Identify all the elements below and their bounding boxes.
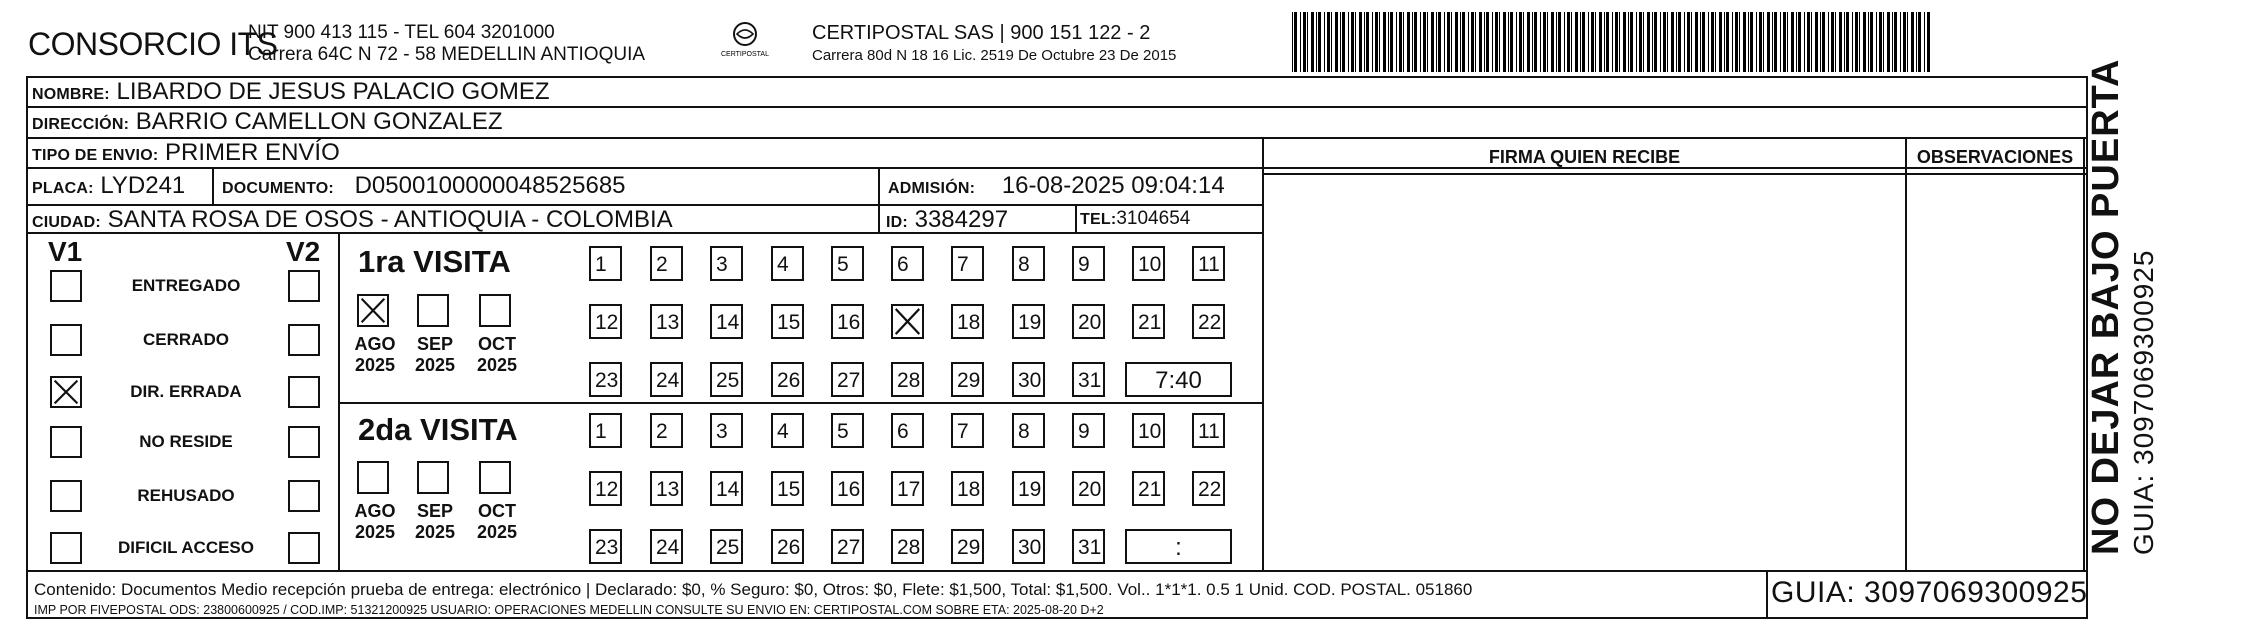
second-visit-day-box[interactable]: 21: [1132, 471, 1165, 506]
status-label: CERRADO: [143, 330, 229, 349]
status-label: NO RESIDE: [139, 432, 233, 451]
v2-checkbox[interactable]: [288, 376, 320, 408]
documento-value: D0500100000048525685: [354, 172, 626, 199]
v2-checkbox[interactable]: [288, 426, 320, 458]
admision-row: [888, 172, 1225, 200]
second-visit-day-box[interactable]: 24: [650, 529, 683, 564]
placa-row: [32, 172, 185, 200]
ciudad-row: [32, 206, 673, 234]
first-visit-month-checkbox[interactable]: [357, 294, 389, 327]
v1-checkbox[interactable]: [50, 324, 82, 356]
direccion-value: BARRIO CAMELLON GONZALEZ: [135, 108, 503, 135]
second-visit-day-box[interactable]: 11: [1192, 413, 1225, 448]
v1-checkbox[interactable]: [50, 376, 82, 408]
v1-checkbox[interactable]: [50, 270, 82, 302]
first-visit-day-box[interactable]: 9: [1072, 246, 1105, 281]
month-year: 2025: [354, 355, 396, 375]
documento-row: [222, 172, 626, 200]
tel-label: TEL:: [1080, 211, 1117, 228]
first-visit-time-box[interactable]: 7:40: [1125, 362, 1232, 397]
tel-row: [1080, 208, 1190, 230]
tipo-envio-label: TIPO DE ENVIO:: [32, 147, 159, 164]
second-visit-day-box[interactable]: 4: [771, 413, 804, 448]
guia-number: GUIA: 3097069300925: [1771, 576, 2088, 609]
first-visit-month-label: [345, 334, 405, 376]
first-visit-day-box[interactable]: 1: [589, 246, 622, 281]
first-visit-day-box[interactable]: 13: [650, 304, 683, 339]
second-visit-day-box[interactable]: 23: [589, 529, 622, 564]
first-visit-day-box[interactable]: 23: [589, 362, 622, 397]
second-visit-day-box[interactable]: 1: [589, 413, 622, 448]
first-visit-day-box[interactable]: 5: [831, 246, 864, 281]
v2-checkbox[interactable]: [288, 532, 320, 564]
month-name: OCT: [478, 501, 516, 521]
second-visit-day-box[interactable]: 3: [710, 413, 743, 448]
second-visit-day-box[interactable]: 13: [650, 471, 683, 506]
id-label: ID:: [886, 214, 908, 231]
placa-value: LYD241: [100, 172, 186, 199]
first-visit-day-box[interactable]: 28: [891, 362, 924, 397]
v2-header: V2: [286, 236, 321, 267]
second-visit-day-box[interactable]: 8: [1012, 413, 1045, 448]
first-visit-day-box[interactable]: 2: [650, 246, 683, 281]
second-visit-day-box[interactable]: 9: [1072, 413, 1105, 448]
contenido-line: Contenido: Documentos Medio recepción prueba de entrega: electrónico | Declarado: $0, % Seguro: $0, Otros: $0, Flete: $1,500, Total: $1,500. Vol.. 1*1*1. 0.5 1 Unid. COD. POSTAL. 051860: [34, 580, 1473, 599]
month-year: 2025: [476, 522, 518, 542]
second-visit-day-box[interactable]: 16: [831, 471, 864, 506]
id-value: 3384297: [914, 206, 1009, 233]
second-visit-day-box[interactable]: 26: [771, 529, 804, 564]
nombre-value: LIBARDO DE JESUS PALACIO GOMEZ: [116, 78, 550, 105]
second-visit-time-box[interactable]: :: [1125, 529, 1232, 564]
certipostal-logo: [715, 16, 775, 64]
month-name: AGO: [354, 501, 396, 521]
ciudad-value: SANTA ROSA DE OSOS - ANTIOQUIA - COLOMBIA: [107, 206, 673, 233]
first-visit-day-box[interactable]: 12: [589, 304, 622, 339]
company-nit: NIT 900 413 115 - TEL 604 3201000: [248, 22, 555, 43]
month-year: 2025: [354, 522, 396, 542]
firma-header: FIRMA QUIEN RECIBE: [1488, 147, 1681, 167]
v1-checkbox[interactable]: [50, 426, 82, 458]
second-visit-day-box[interactable]: 15: [771, 471, 804, 506]
second-visit-day-box[interactable]: 28: [891, 529, 924, 564]
first-visit-day-box[interactable]: 27: [831, 362, 864, 397]
first-visit-month-label: [405, 334, 465, 376]
nombre-row: [32, 78, 550, 106]
first-visit-day-box[interactable]: 7: [951, 246, 984, 281]
company-address: Carrera 64C N 72 - 58 MEDELLIN ANTIOQUIA: [248, 44, 646, 65]
second-visit-day-box[interactable]: 19: [1012, 471, 1045, 506]
month-name: AGO: [354, 334, 396, 354]
second-visit-month-label: [467, 501, 527, 543]
second-visit-month-checkbox[interactable]: [417, 461, 449, 494]
month-year: 2025: [414, 355, 456, 375]
first-visit-day-box[interactable]: 25: [710, 362, 743, 397]
second-visit-day-box[interactable]: 25: [710, 529, 743, 564]
second-visit-day-box[interactable]: 14: [710, 471, 743, 506]
v1-checkbox[interactable]: [50, 532, 82, 564]
second-visit-day-box[interactable]: 12: [589, 471, 622, 506]
documento-label: DOCUMENTO:: [222, 180, 334, 197]
second-visit-day-box[interactable]: 10: [1132, 413, 1165, 448]
second-visit-month-checkbox[interactable]: [479, 461, 511, 494]
first-visit-day-box[interactable]: 21: [1132, 304, 1165, 339]
first-visit-day-box[interactable]: 22: [1192, 304, 1225, 339]
company-name: CONSORCIO ITS: [28, 26, 278, 62]
second-visit-day-box[interactable]: 27: [831, 529, 864, 564]
side-guia: GUIA: 3097069300925: [2128, 249, 2159, 555]
month-name: SEP: [416, 501, 454, 521]
first-visit-day-box[interactable]: 3: [710, 246, 743, 281]
first-visit-day-box[interactable]: 31: [1072, 362, 1105, 397]
first-visit-day-box[interactable]: 19: [1012, 304, 1045, 339]
v1-checkbox[interactable]: [50, 480, 82, 512]
second-visit-day-box[interactable]: 20: [1072, 471, 1105, 506]
status-label: DIFICIL ACCESO: [117, 538, 254, 557]
admision-label: ADMISIÓN:: [888, 180, 976, 197]
first-visit-day-box[interactable]: 20: [1072, 304, 1105, 339]
v2-checkbox[interactable]: [288, 480, 320, 512]
admision-value: 16-08-2025 09:04:14: [1001, 172, 1225, 199]
month-name: SEP: [416, 334, 454, 354]
ciudad-label: CIUDAD:: [32, 214, 101, 231]
tipo-envio-value: PRIMER ENVÍO: [165, 139, 340, 166]
tipo-envio-row: [32, 139, 340, 167]
placa-label: PLACA:: [32, 180, 94, 197]
second-visit-month-label: [345, 501, 405, 543]
first-visit-day-box[interactable]: 15: [771, 304, 804, 339]
v1-header: V1: [48, 236, 83, 267]
first-visit-day-box[interactable]: 24: [650, 362, 683, 397]
v2-checkbox[interactable]: [288, 324, 320, 356]
status-label: REHUSADO: [137, 486, 235, 505]
second-visit-day-box[interactable]: 31: [1072, 529, 1105, 564]
warning-text: NO DEJAR BAJO PUERTA: [2085, 58, 2127, 555]
first-visit-day-box[interactable]: 26: [771, 362, 804, 397]
first-visit-title: 1ra VISITA: [358, 244, 511, 279]
first-visit-day-box[interactable]: 6: [891, 246, 924, 281]
first-visit-month-label: [467, 334, 527, 376]
nombre-label: NOMBRE:: [32, 86, 110, 103]
month-year: 2025: [414, 522, 456, 542]
observaciones-header: OBSERVACIONES: [1916, 147, 2074, 167]
first-visit-day-box[interactable]: 4: [771, 246, 804, 281]
second-visit-day-box[interactable]: 30: [1012, 529, 1045, 564]
second-visit-title: 2da VISITA: [358, 412, 518, 447]
second-visit-day-box[interactable]: 29: [951, 529, 984, 564]
first-visit-day-box[interactable]: [891, 304, 924, 339]
status-label: ENTREGADO: [131, 276, 241, 295]
second-visit-day-box[interactable]: 17: [891, 471, 924, 506]
first-visit-day-box[interactable]: 10: [1132, 246, 1165, 281]
first-visit-month-checkbox[interactable]: [417, 294, 449, 327]
second-visit-month-checkbox[interactable]: [357, 461, 389, 494]
second-visit-day-box[interactable]: 22: [1192, 471, 1225, 506]
month-name: OCT: [478, 334, 516, 354]
first-visit-day-box[interactable]: 29: [951, 362, 984, 397]
barcode: [1292, 12, 1932, 72]
first-visit-month-checkbox[interactable]: [479, 294, 511, 327]
first-visit-day-box[interactable]: 14: [710, 304, 743, 339]
side-labels: [2085, 59, 2160, 555]
first-visit-day-box[interactable]: 16: [831, 304, 864, 339]
first-visit-day-box[interactable]: 30: [1012, 362, 1045, 397]
direccion-label: DIRECCIÓN:: [32, 116, 130, 133]
second-visit-day-box[interactable]: 6: [891, 413, 924, 448]
second-visit-day-box[interactable]: 5: [831, 413, 864, 448]
carrier-name: CERTIPOSTAL SAS | 900 151 122 - 2: [812, 22, 1151, 44]
second-visit-month-label: [405, 501, 465, 543]
imp-line: IMP POR FIVEPOSTAL ODS: 23800600925 / COD.IMP: 51321200925 USUARIO: OPERACIONES MEDELLIN CONSULTE SU ENVIO EN: CERTIPOSTAL.COM SOBRE ETA: 2025-08-20 D+2: [34, 603, 1104, 617]
second-visit-day-box[interactable]: 18: [951, 471, 984, 506]
second-visit-day-box[interactable]: 2: [650, 413, 683, 448]
logo-label: CERTIPOSTAL: [721, 51, 769, 58]
tel-value: 3104654: [1116, 208, 1191, 229]
second-visit-day-box[interactable]: 7: [951, 413, 984, 448]
id-row: [886, 206, 1008, 234]
v2-checkbox[interactable]: [288, 270, 320, 302]
first-visit-day-box[interactable]: 18: [951, 304, 984, 339]
first-visit-day-box[interactable]: 8: [1012, 246, 1045, 281]
direccion-row: [32, 108, 503, 136]
carrier-license: Carrera 80d N 18 16 Lic. 2519 De Octubre 23 De 2015: [812, 47, 1177, 64]
month-year: 2025: [476, 355, 518, 375]
first-visit-day-box[interactable]: 11: [1192, 246, 1225, 281]
status-label: DIR. ERRADA: [130, 382, 242, 401]
